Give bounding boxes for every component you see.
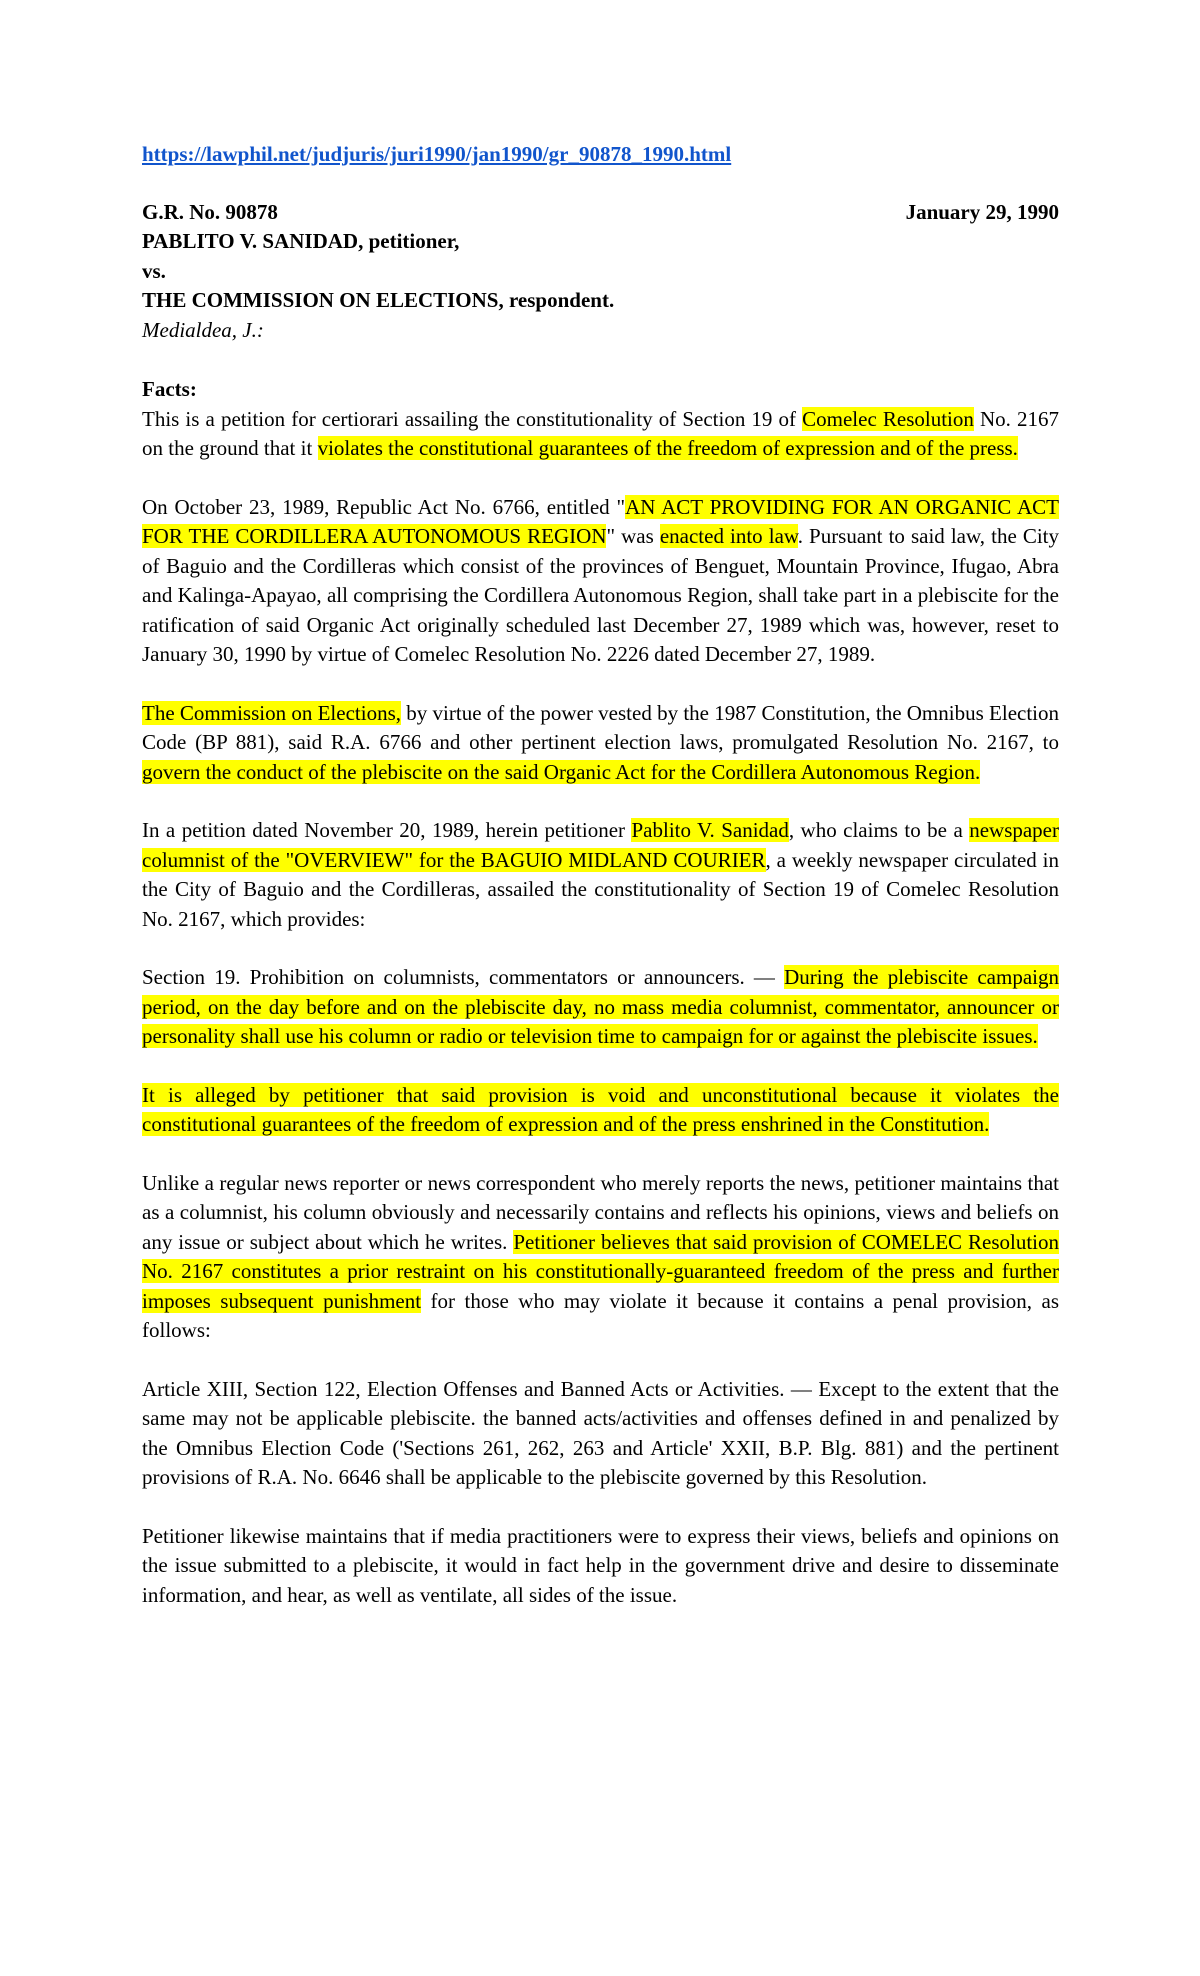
body-text: , who claims to be a [788, 818, 970, 842]
highlighted-text: Petitioner believes that said provision of COMELEC Resolution No. 2167 constitutes a prior restraint on his constitutionally-guaranteed freedom of the press and further imposes subsequent punishment [142, 1229, 1059, 1313]
para-comelec [142, 699, 1059, 788]
case-number: G.R. No. 90878 [142, 199, 278, 224]
para-article-xiii [142, 1375, 1059, 1493]
highlighted-text: Pablito V. Sanidad [631, 818, 789, 842]
body-text: In a petition dated November 20, 1989, herein petitioner [142, 818, 632, 842]
body-text: On October 23, 1989, Republic Act No. 6766, entitled " [142, 494, 626, 519]
body-text: by virtue of the power vested by the 1987 Constitution, the Omnibus Election Code (BP 881), said R.A. 6766 and other pertinent election laws, promulgated Resolution No. 2167, to [142, 700, 1060, 754]
body-text: " was [606, 524, 660, 548]
highlighted-text: govern the conduct of the plebiscite on the said Organic Act for the Cordillera Autonomous Region. [142, 759, 981, 784]
case-header-row [142, 198, 1059, 228]
para-petition-intro [142, 405, 1059, 464]
highlighted-text: During the plebiscite campaign period, on the day before and on the plebiscite day, no mass media columnist, commentator, announcer or personality shall use his column or radio or television time to campaign for or against the plebiscite issues. [142, 965, 1059, 1048]
body-text: Article XIII, Section 122, Election Offenses and Banned Acts or Activities. — Except to the extent that the same may not be applicable plebiscite. the banned acts/activities and offenses defined in and penalized by the Omnibus Election Code ('Sections 261, 262, 263 and Article' XXII, B.P. Blg. 881) and the pertinent provisions of R.A. No. 6646 shall be applicable to the plebiscite governed by this Resolution. [142, 1376, 1059, 1489]
highlighted-text: Comelec Resolution [802, 406, 974, 431]
petitioner-line: PABLITO V. SANIDAD, petitioner, [142, 229, 460, 253]
facts-body [142, 405, 1059, 1611]
highlighted-text: enacted into law [659, 524, 798, 548]
body-text: Unlike a regular news reporter or news correspondent who merely reports the news, petitioner maintains that as a columnist, his column obviously and necessarily contains and reflects his opinions, views and beliefs on any issue or subject about which he writes. [142, 1170, 1059, 1254]
body-text: , a weekly newspaper circulated in the City of Baguio and the Cordilleras, assailed the constitutionality of Section 19 of Comelec Resolution No. 2167, which provides: [142, 847, 1060, 931]
body-text: for those who may violate it because it contains a penal provision, as follows: [142, 1288, 1059, 1342]
facts-heading: Facts: [142, 377, 197, 401]
body-text: This is a petition for certiorari assailing the constitutionality of Section 19 of [142, 406, 803, 431]
versus-line: vs. [142, 258, 166, 283]
para-section-19 [142, 963, 1059, 1052]
source-link[interactable]: https://lawphil.net/judjuris/juri1990/jan1990/gr_90878_1990.html [142, 142, 732, 166]
highlighted-text: violates the constitutional guarantees of the freedom of expression and of the press. [317, 436, 1018, 460]
body-text: Petitioner likewise maintains that if media practitioners were to express their views, beliefs and opinions on the issue submitted to a plebiscite, it would in fact help in the government drive and desire to disseminate information, and hear, as well as ventilate, all sides of the issue. [142, 1523, 1059, 1607]
body-text: . Pursuant to said law, the City of Baguio and the Cordilleras which consist of the provinces of Benguet, Mountain Province, Ifugao, Abra and Kalinga-Apayao, all comprising the Cordillera Autonomous Region, shall take part in a plebiscite for the ratification of said Organic Act originally scheduled last December 27, 1989 which was, however, reset to January 30, 1990 by virtue of Comelec Resolution No. 2226 dated December 27, 1989. [142, 524, 1059, 666]
body-text: No. 2167 on the ground that it [142, 406, 1059, 460]
para-republic-act [142, 493, 1059, 670]
para-media-practitioners [142, 1522, 1059, 1611]
highlighted-text: The Commission on Elections, [142, 700, 402, 725]
highlighted-text: AN ACT PROVIDING FOR AN ORGANIC ACT FOR THE CORDILLERA AUTONOMOUS REGION [142, 494, 1060, 548]
body-text: Section 19. Prohibition on columnists, commentators or announcers. — [142, 965, 785, 989]
highlighted-text: It is alleged by petitioner that said provision is void and unconstitutional because it violates the constitutional guarantees of the freedom of expression and of the press enshrined in the Constitution. [142, 1082, 1059, 1136]
ponente-line: Medialdea, J.: [142, 317, 264, 342]
case-date: January 29, 1990 [905, 199, 1059, 224]
highlighted-text: newspaper columnist of the "OVERVIEW" for the BAGUIO MIDLAND COURIER [142, 818, 1059, 872]
para-petitioner-claim [142, 816, 1059, 934]
respondent-line: THE COMMISSION ON ELECTIONS, respondent. [142, 288, 615, 312]
para-allegation [142, 1081, 1059, 1140]
para-columnist [142, 1169, 1059, 1346]
